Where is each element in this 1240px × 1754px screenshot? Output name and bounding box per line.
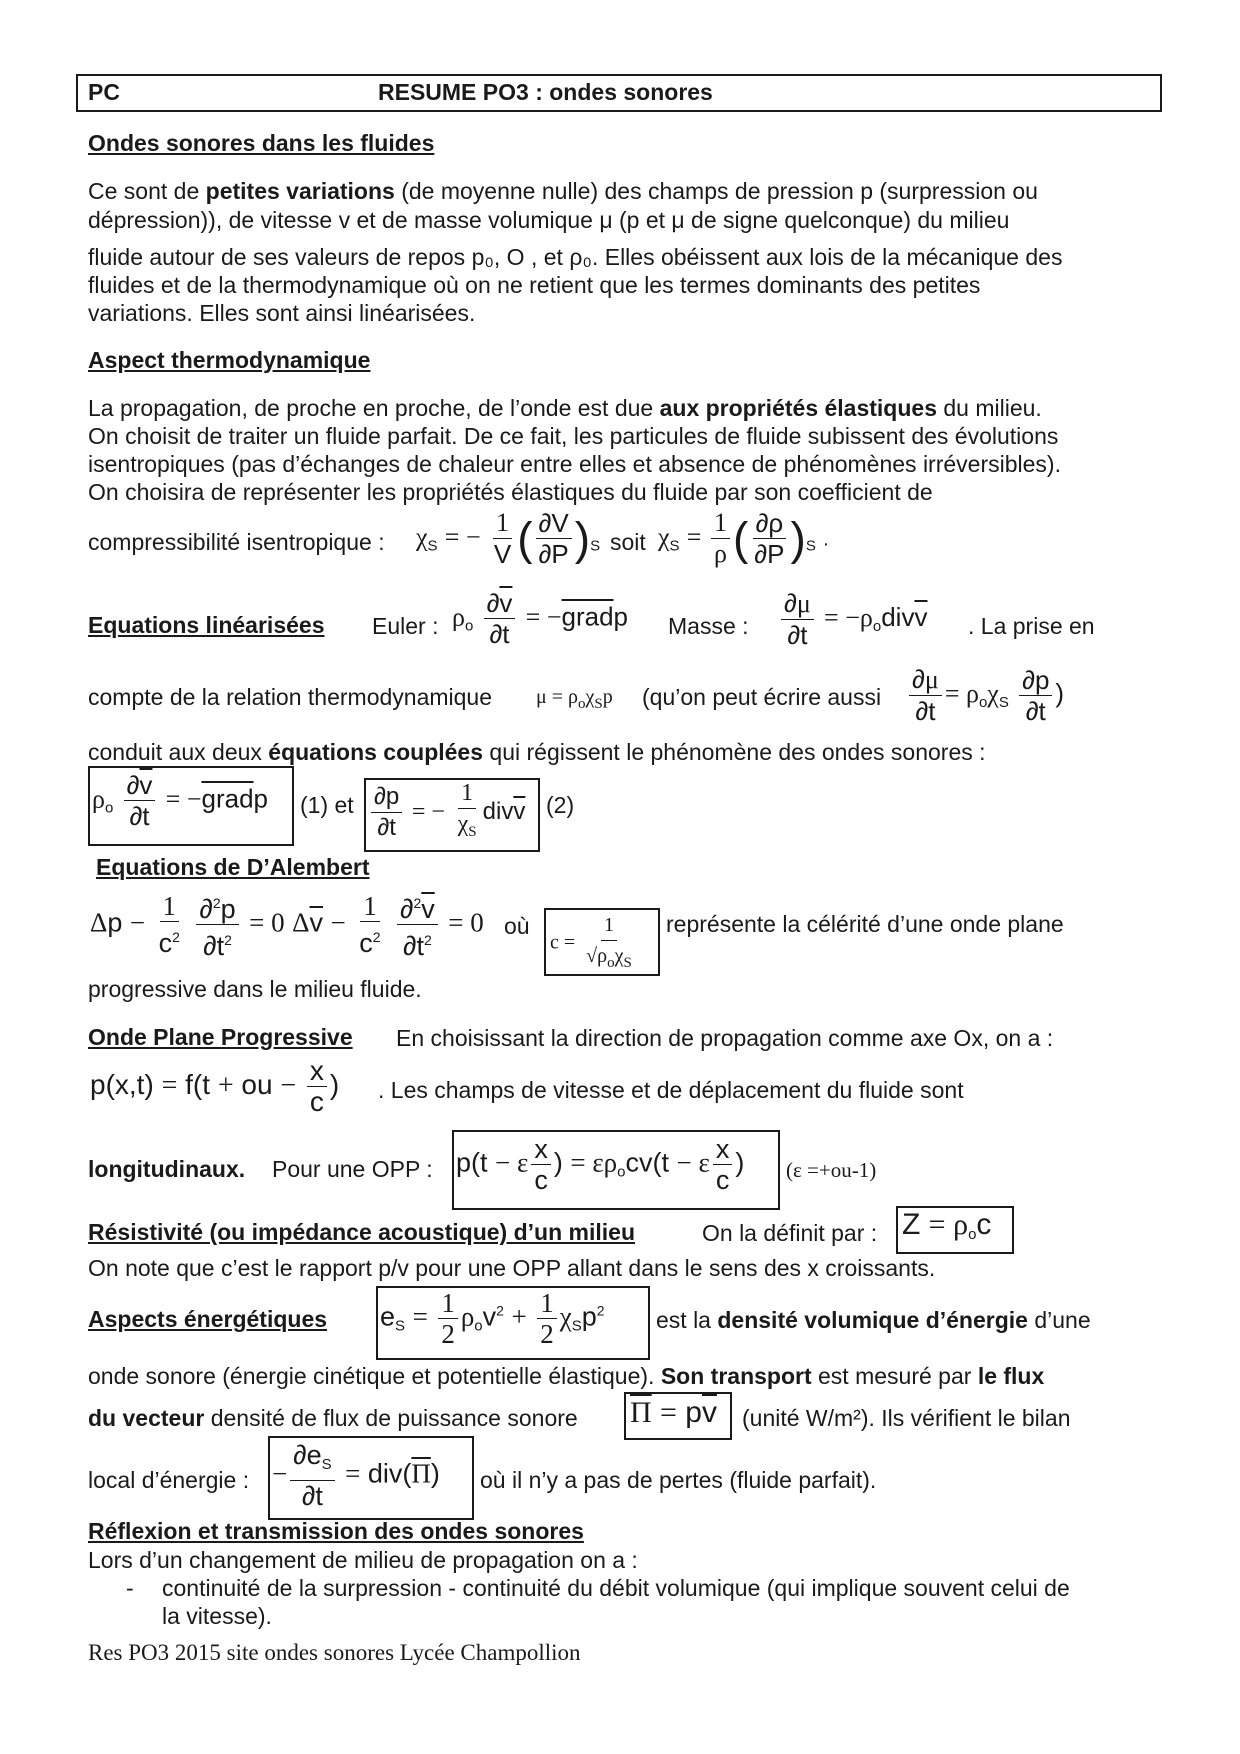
energie-l2a: onde sonore (énergie cinétique et potentielle élastique). [88,1363,661,1389]
formula-masse: $\frac{\partial\mu}{\partial t}$ = $-\rho_odiv\overline{v}$ [778,588,927,650]
heading-reflexion: Réflexion et transmission des ondes sonores [88,1518,584,1544]
formula-eq-2: $\frac{\partial p}{\partial t}$ = − $\frac{1}{\chi_S}$ $div\overline{v}$ [368,778,525,847]
reflexion-line-3: la vitesse). [162,1603,272,1629]
opp-line-2: . Les champs de vitesse et de déplacement du fluide sont [378,1077,964,1103]
formula-dmu-dt: $\frac{\partial\mu}{\partial t}$ = $\rho_o\chi_S$ $\frac{\partial p}{\partial t}$ ) [906,664,1064,726]
energie-l1a: est la [656,1307,718,1333]
energie-line-4a: local d’énergie : [88,1467,250,1493]
opp-line-1: En choisissant la direction de propagation comme axe Ox, on a : [396,1025,1054,1051]
opp-line-3a: longitudinaux. [88,1156,246,1182]
formula-energie: $e_S$ = $\frac{1}{2}$ $\rho_ov^2$ + $\frac{1}{2}$ $\chi_Sp^2$ [380,1288,605,1349]
footer: Res PO3 2015 site ondes sonores Lycée Champollion [88,1640,581,1665]
formula-opp-general: p(x,t) = f(t + ou − $\frac{x}{c}$ ) [90,1055,340,1117]
heading-fluides: Ondes sonores dans les fluides [88,130,435,156]
formula-chi-v: $\chi_S$ = − $\frac{1}{V}$ ( $\frac{\partial V}{\partial P}$ )$_S$ [416,508,601,569]
opp-line-3b: Pour une OPP : [272,1156,433,1182]
energie-line-4b: où il n’y a pas de pertes (fluide parfait). [480,1467,877,1493]
eq-2-label: (2) [546,792,575,818]
imped-line-2: On note que c’est le rapport p/v pour une OPP allant dans le sens des x croissants. [88,1255,936,1281]
lineaire-line-2b: (qu’on peut écrire aussi [642,684,882,710]
dalembert-line-2: progressive dans le milieu fluide. [88,976,422,1002]
energie-line-2 [88,1362,1044,1390]
header-left: PC [88,79,120,105]
formula-eq-1: $\rho_o$ $\frac{\partial\overline{v}}{\partial t}$ = −gradp [92,770,268,831]
energie-line-1 [656,1306,1091,1334]
reflexion-line-1: Lors d’un changement de milieu de propagation on a : [88,1547,638,1573]
reflexion-bullet: - [126,1575,134,1601]
energie-l2c: est mesuré par [811,1363,978,1389]
euler-label: Euler : [372,613,439,639]
masse-label: Masse : [668,613,749,639]
lineaire-prise: . La prise en [968,613,1095,639]
thermo-l1c: du milieu. [937,395,1042,421]
heading-thermo: Aspect thermodynamique [88,347,371,373]
thermo-line-2: On choisit de traiter un fluide parfait. De ce fait, les particules de fluide subissent des évolutions [88,423,1059,449]
energie-l1b: densité volumique d’énergie [717,1307,1028,1333]
thermo-line-4: On choisira de représenter les propriétés élastiques du fluide par son coefficient de [88,479,933,505]
thermo-line-3: isentropiques (pas d’échanges de chaleur entre elles et absence de phénomènes irréversibles). [88,451,1061,477]
dalembert-line-1: représente la célérité d’une onde plane [666,911,1064,937]
fluides-line-3: fluide autour de ses valeurs de repos p₀, O , et ρ₀. Elles obéissent aux lois de la mécanique des [88,244,1063,270]
energie-line-3c: (unité W/m²). Ils vérifient le bilan [742,1405,1071,1431]
formula-euler: $\rho_o$ $\frac{\partial\overline{v}}{\partial t}$ = −gradp [452,588,628,649]
fluides-line-1 [88,177,1038,205]
formula-dalembert: Δp − $\frac{1}{c^2}$ $\frac{\partial^2p}{\partial t^2}$ = 0 $\Delta\overline{v}$ − $\frac{1}{c^2}$ $\frac{\partial^2\overline{v}}{\partial t^2}$ = 0 [90,888,484,961]
heading-energie: Aspects énergétiques [88,1306,328,1332]
formula-opp: p(t − ε $\frac{x}{c}$ ) = $\varepsilon\rho_ocv(t - \varepsilon$ $\frac{x}{c}$ ) [456,1134,745,1195]
formula-chi-rho: $\chi_S$ = $\frac{1}{\rho}$ ( $\frac{\partial\rho}{\partial P}$ )$_S$ . [658,508,829,569]
fluides-line-5: variations. Elles sont ainsi linéarisées. [88,300,476,326]
fluides-l1a: Ce sont de [88,178,206,204]
formula-thermo-relation: $\mu = \rho_o\chi_Sp$ [536,686,613,712]
reflexion-line-2: continuité de la surpression - continuité du débit volumique (qui implique souvent celui de [162,1575,1070,1601]
thermo-l1a: La propagation, de proche en proche, de l’onde est due [88,395,660,421]
eq-1-label: (1) et [300,792,354,818]
formula-flux: $\overline{\Pi} = p\overline{v}$ [630,1396,717,1429]
lineaire-line-2a: compte de la relation thermodynamique [88,684,493,710]
thermo-l1b: aux propriétés élastiques [659,395,937,421]
energie-line-3 [88,1404,578,1432]
energie-l3a: du vecteur [88,1405,205,1431]
energie-l2b: Son transport [660,1363,812,1389]
thermo-line-5: compressibilité isentropique : [88,529,385,555]
fluides-line-4: fluides et de la thermodynamique où on ne retient que les termes dominants des petites [88,272,981,298]
page-title: RESUME PO3 : ondes sonores [378,79,713,105]
thermo-line-1 [88,394,1042,422]
lineaire-line-3 [88,738,986,766]
formula-celerite: c = $\frac{1}{√\rho_o\chi_S}$ [550,910,638,978]
energie-l1c: d’une [1027,1307,1091,1333]
thermo-soit: soit [610,529,646,555]
heading-impedance: Résistivité (ou impédance acoustique) d’un milieu [88,1219,635,1245]
fluides-l1c: (de moyenne nulle) des champs de pression p (surpression ou [394,178,1038,204]
energie-l2d: le flux [977,1363,1045,1389]
formula-bilan: − $\frac{\partial e_S}{\partial t}$ = $div(\overline{\Pi})$ [272,1440,440,1511]
lineaire-l3b: équations couplées [268,739,484,765]
lineaire-l3c: qui régissent le phénomène des ondes sonores : [483,739,986,765]
dalembert-ou: où [504,913,530,939]
heading-dalembert: Equations de D’Alembert [96,854,370,880]
formula-impedance: $Z = \rho_oc$ [902,1208,992,1243]
heading-lineaire: Equations linéarisées [88,612,325,638]
heading-opp: Onde Plane Progressive [88,1024,353,1050]
energie-l3b: densité de flux de puissance sonore [204,1405,578,1431]
opp-eps: (ε =+ou-1) [786,1158,877,1182]
fluides-l1b: petites variations [205,178,395,204]
lineaire-l3a: conduit aux deux [88,739,269,765]
imped-line-1: On la définit par : [702,1220,878,1246]
fluides-line-2: dépression)), de vitesse v et de masse volumique μ (p et μ de signe quelconque) du milieu [88,207,1010,233]
